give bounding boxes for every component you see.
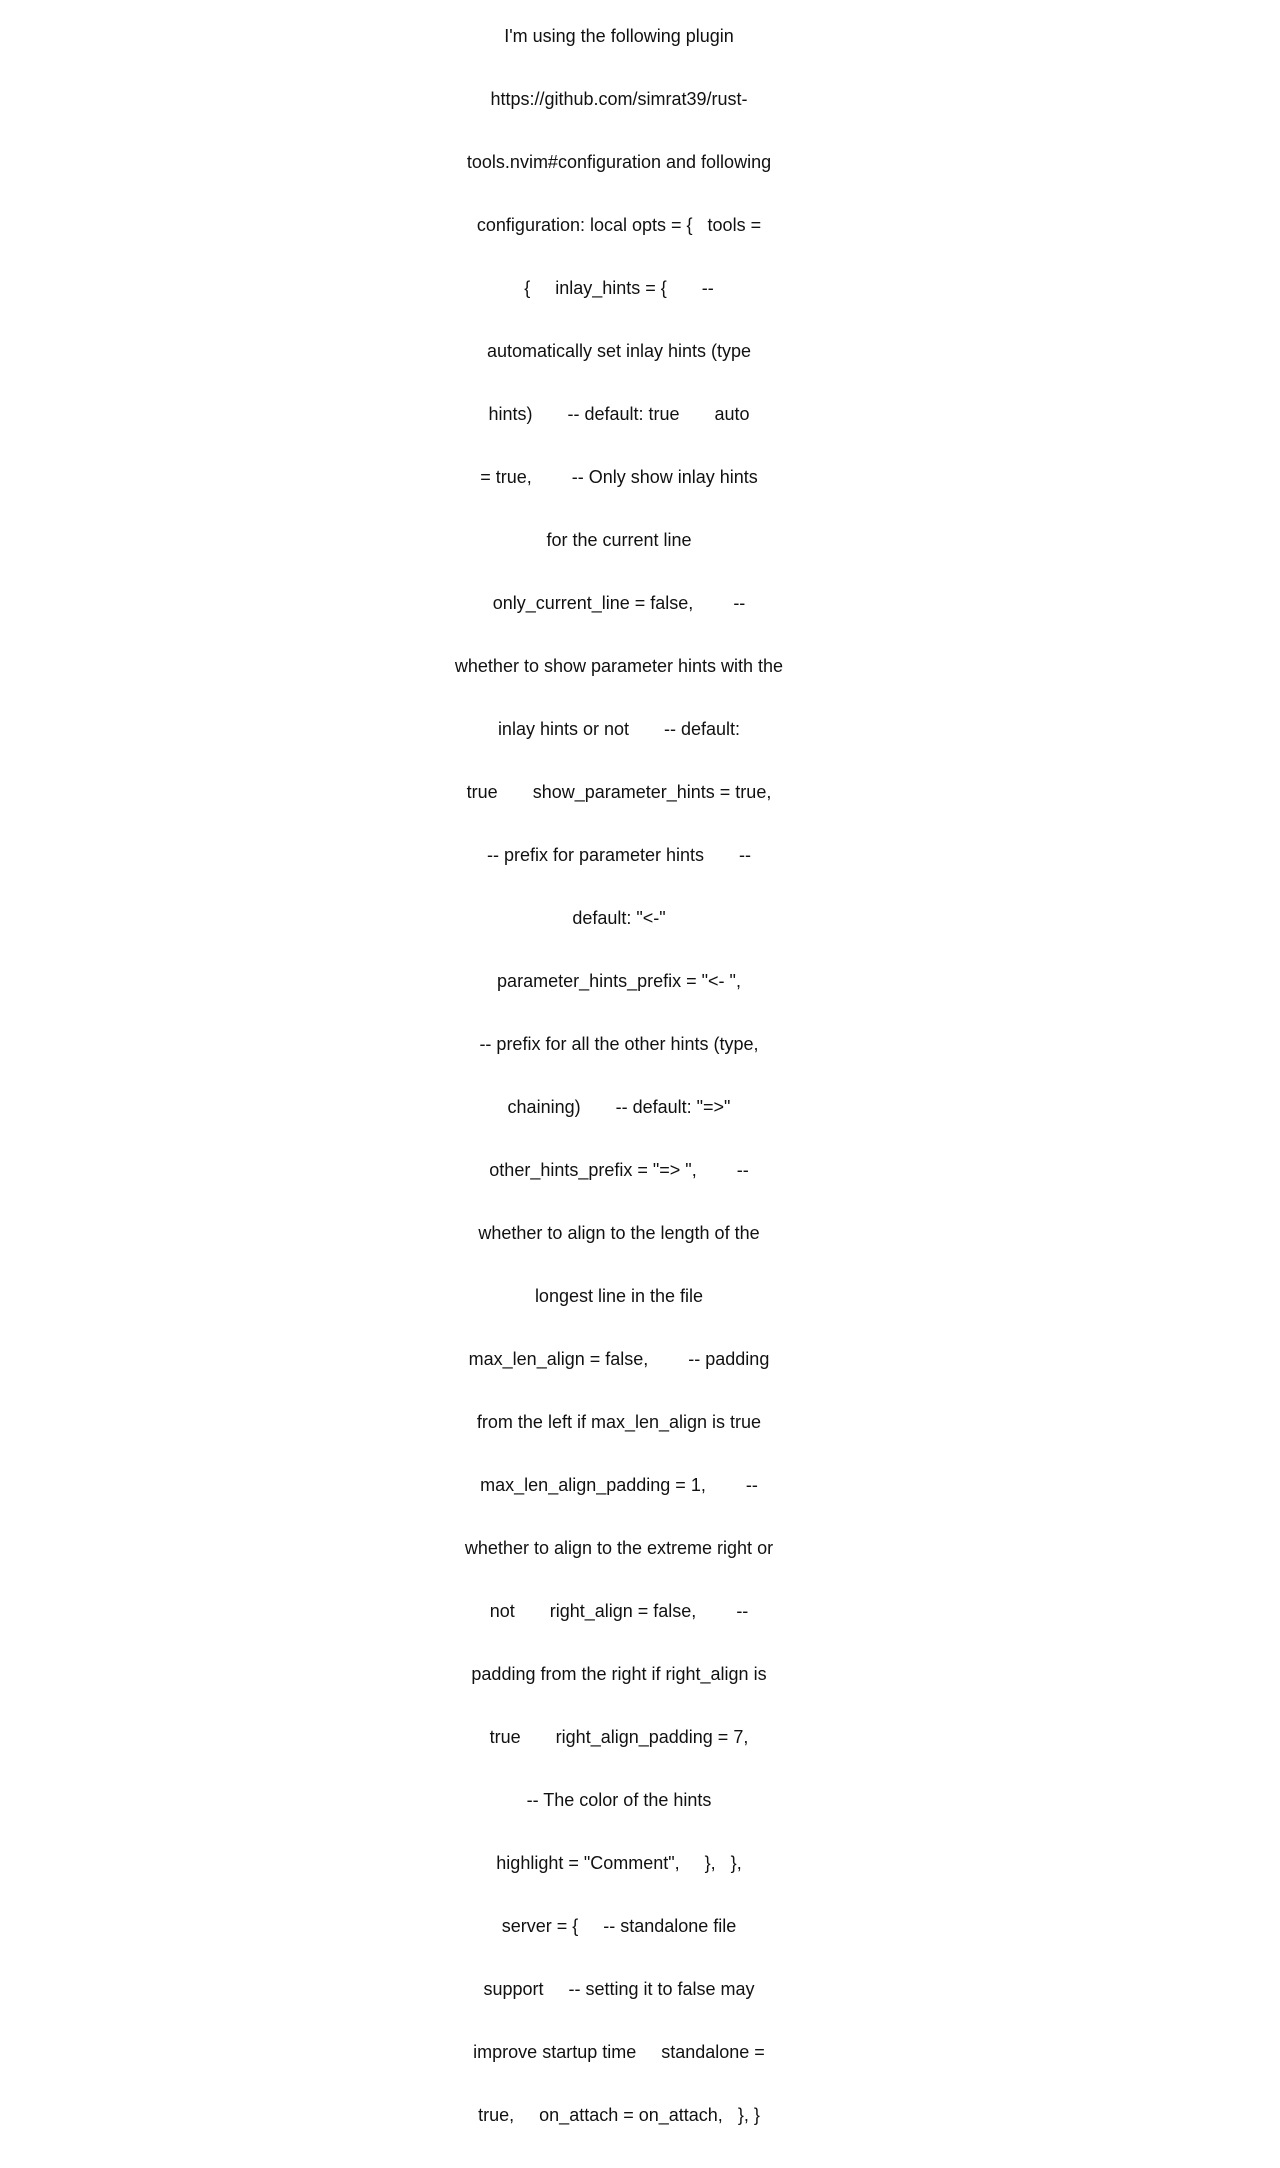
text-line: whether to align to the length of the — [478, 1223, 760, 1243]
text-line: from the left if max_len_align is true — [476, 1412, 762, 1432]
text-line: whether to align to the extreme right or — [464, 1538, 774, 1558]
text-line: highlight = "Comment", }, }, — [496, 1853, 742, 1873]
text-line: configuration: local opts = { tools = — [476, 215, 762, 235]
text-line: true show_parameter_hints = true, — [466, 782, 772, 802]
document-text — [440, 0, 798, 2168]
text-line: chaining) -- default: "=>" — [507, 1097, 731, 1117]
text-line: whether to show parameter hints with the — [454, 656, 784, 676]
text-line: parameter_hints_prefix = "<- ", — [497, 971, 741, 991]
text-line: true, on_attach = on_attach, }, } — [478, 2105, 760, 2125]
text-line: -- The color of the hints — [526, 1790, 712, 1810]
text-line: { inlay_hints = { -- — [524, 278, 714, 298]
text-line: = true, -- Only show inlay hints — [480, 467, 758, 487]
text-line: default: "<-" — [572, 908, 666, 928]
text-line: server = { -- standalone file — [501, 1916, 737, 1936]
text-line: tools.nvim#configuration and following — [466, 152, 772, 172]
text-line: hints) -- default: true auto — [488, 404, 750, 424]
text-line: only_current_line = false, -- — [492, 593, 746, 613]
text-line: improve startup time standalone = — [473, 2042, 765, 2062]
text-line: max_len_align_padding = 1, -- — [480, 1475, 758, 1495]
text-line: inlay hints or not -- default: — [497, 719, 741, 739]
text-line: longest line in the file — [534, 1286, 704, 1306]
text-line: padding from the right if right_align is — [471, 1664, 767, 1684]
text-line: support -- setting it to false may — [483, 1979, 755, 1999]
text-line: not right_align = false, -- — [489, 1601, 749, 1621]
text-line: other_hints_prefix = "=> ", -- — [489, 1160, 749, 1180]
text-line: automatically set inlay hints (type — [486, 341, 752, 361]
text-line: I'm using the following plugin — [504, 26, 734, 46]
text-line: https://github.com/simrat39/rust- — [490, 89, 748, 109]
text-line: -- prefix for all the other hints (type, — [479, 1034, 759, 1054]
text-line: true right_align_padding = 7, — [489, 1727, 749, 1747]
text-line: for the current line — [546, 530, 692, 550]
text-line: max_len_align = false, -- padding — [468, 1349, 770, 1369]
text-line: -- prefix for parameter hints -- — [486, 845, 752, 865]
